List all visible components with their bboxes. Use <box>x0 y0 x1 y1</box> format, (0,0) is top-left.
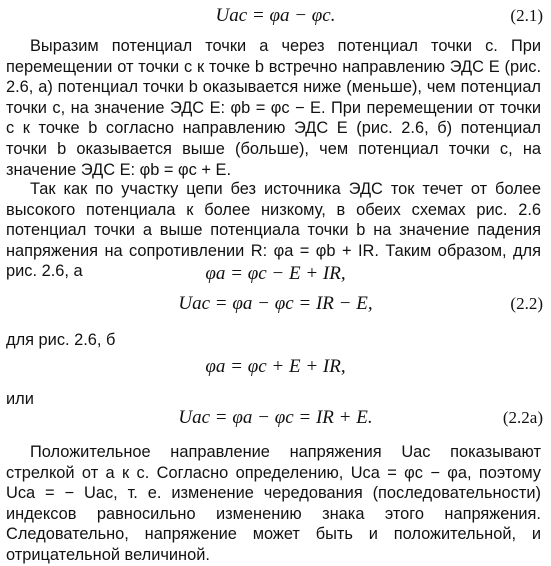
paragraph-potential-expression: Выразим потенциал точки a через потенциал точки c. При перемещении от точки c к точке b встречно направлению ЭДС E (рис. 2.6, a) потенциал точки b оказывается ниже (меньше), чем потенциал точки c, на значение ЭДС E: φb = φc − E. При перемещении от точки c к точке b согласно направлению ЭДС E (рис. 2.6, б) потенциал точки b оказывается выше (больше), чем потенциал точки c, на значение ЭДС E: φb = φc + E. <box>6 37 541 179</box>
text-or: или <box>6 390 34 408</box>
equation-formula: Uac = φa − φc = IR − E, <box>178 293 373 314</box>
equation-number: (2.2) <box>510 294 543 313</box>
paragraph-voltage-direction: Положительное направление напряжения Uac показывают стрелкой от a к c. Согласно определению, Uca = φc − φa, поэтому Uca = − Uac, т. е. изменение чередования (последовательности) индексов равносильно изменению знака этого напряжения. Следовательно, напряжение может быть и положительной, и отрицательной величиной. <box>6 443 541 564</box>
equation-formula: φa = φc − E + IR, <box>205 263 346 284</box>
paragraph-current-flow: Так как по участку цепи без источника ЭДС ток течет от более высокого потенциала к более низкому, в обеих схемах рис. 2.6 потенциал точки a выше потенциала точки b на значение падения напряжения на сопротивлении R: φa = φb + IR. Таким образом, для рис. 2.6, a <box>6 180 541 281</box>
equation-formula: Uac = φa − φc. <box>215 5 336 26</box>
equation-formula: Uac = φa − φc = IR + E. <box>178 407 373 428</box>
equation-formula: φa = φc + E + IR, <box>205 356 346 377</box>
text-for-figure-b: для рис. 2.6, б <box>6 331 116 349</box>
equation-number: (2.1) <box>510 6 543 25</box>
equation-number: (2.2a) <box>502 408 543 427</box>
